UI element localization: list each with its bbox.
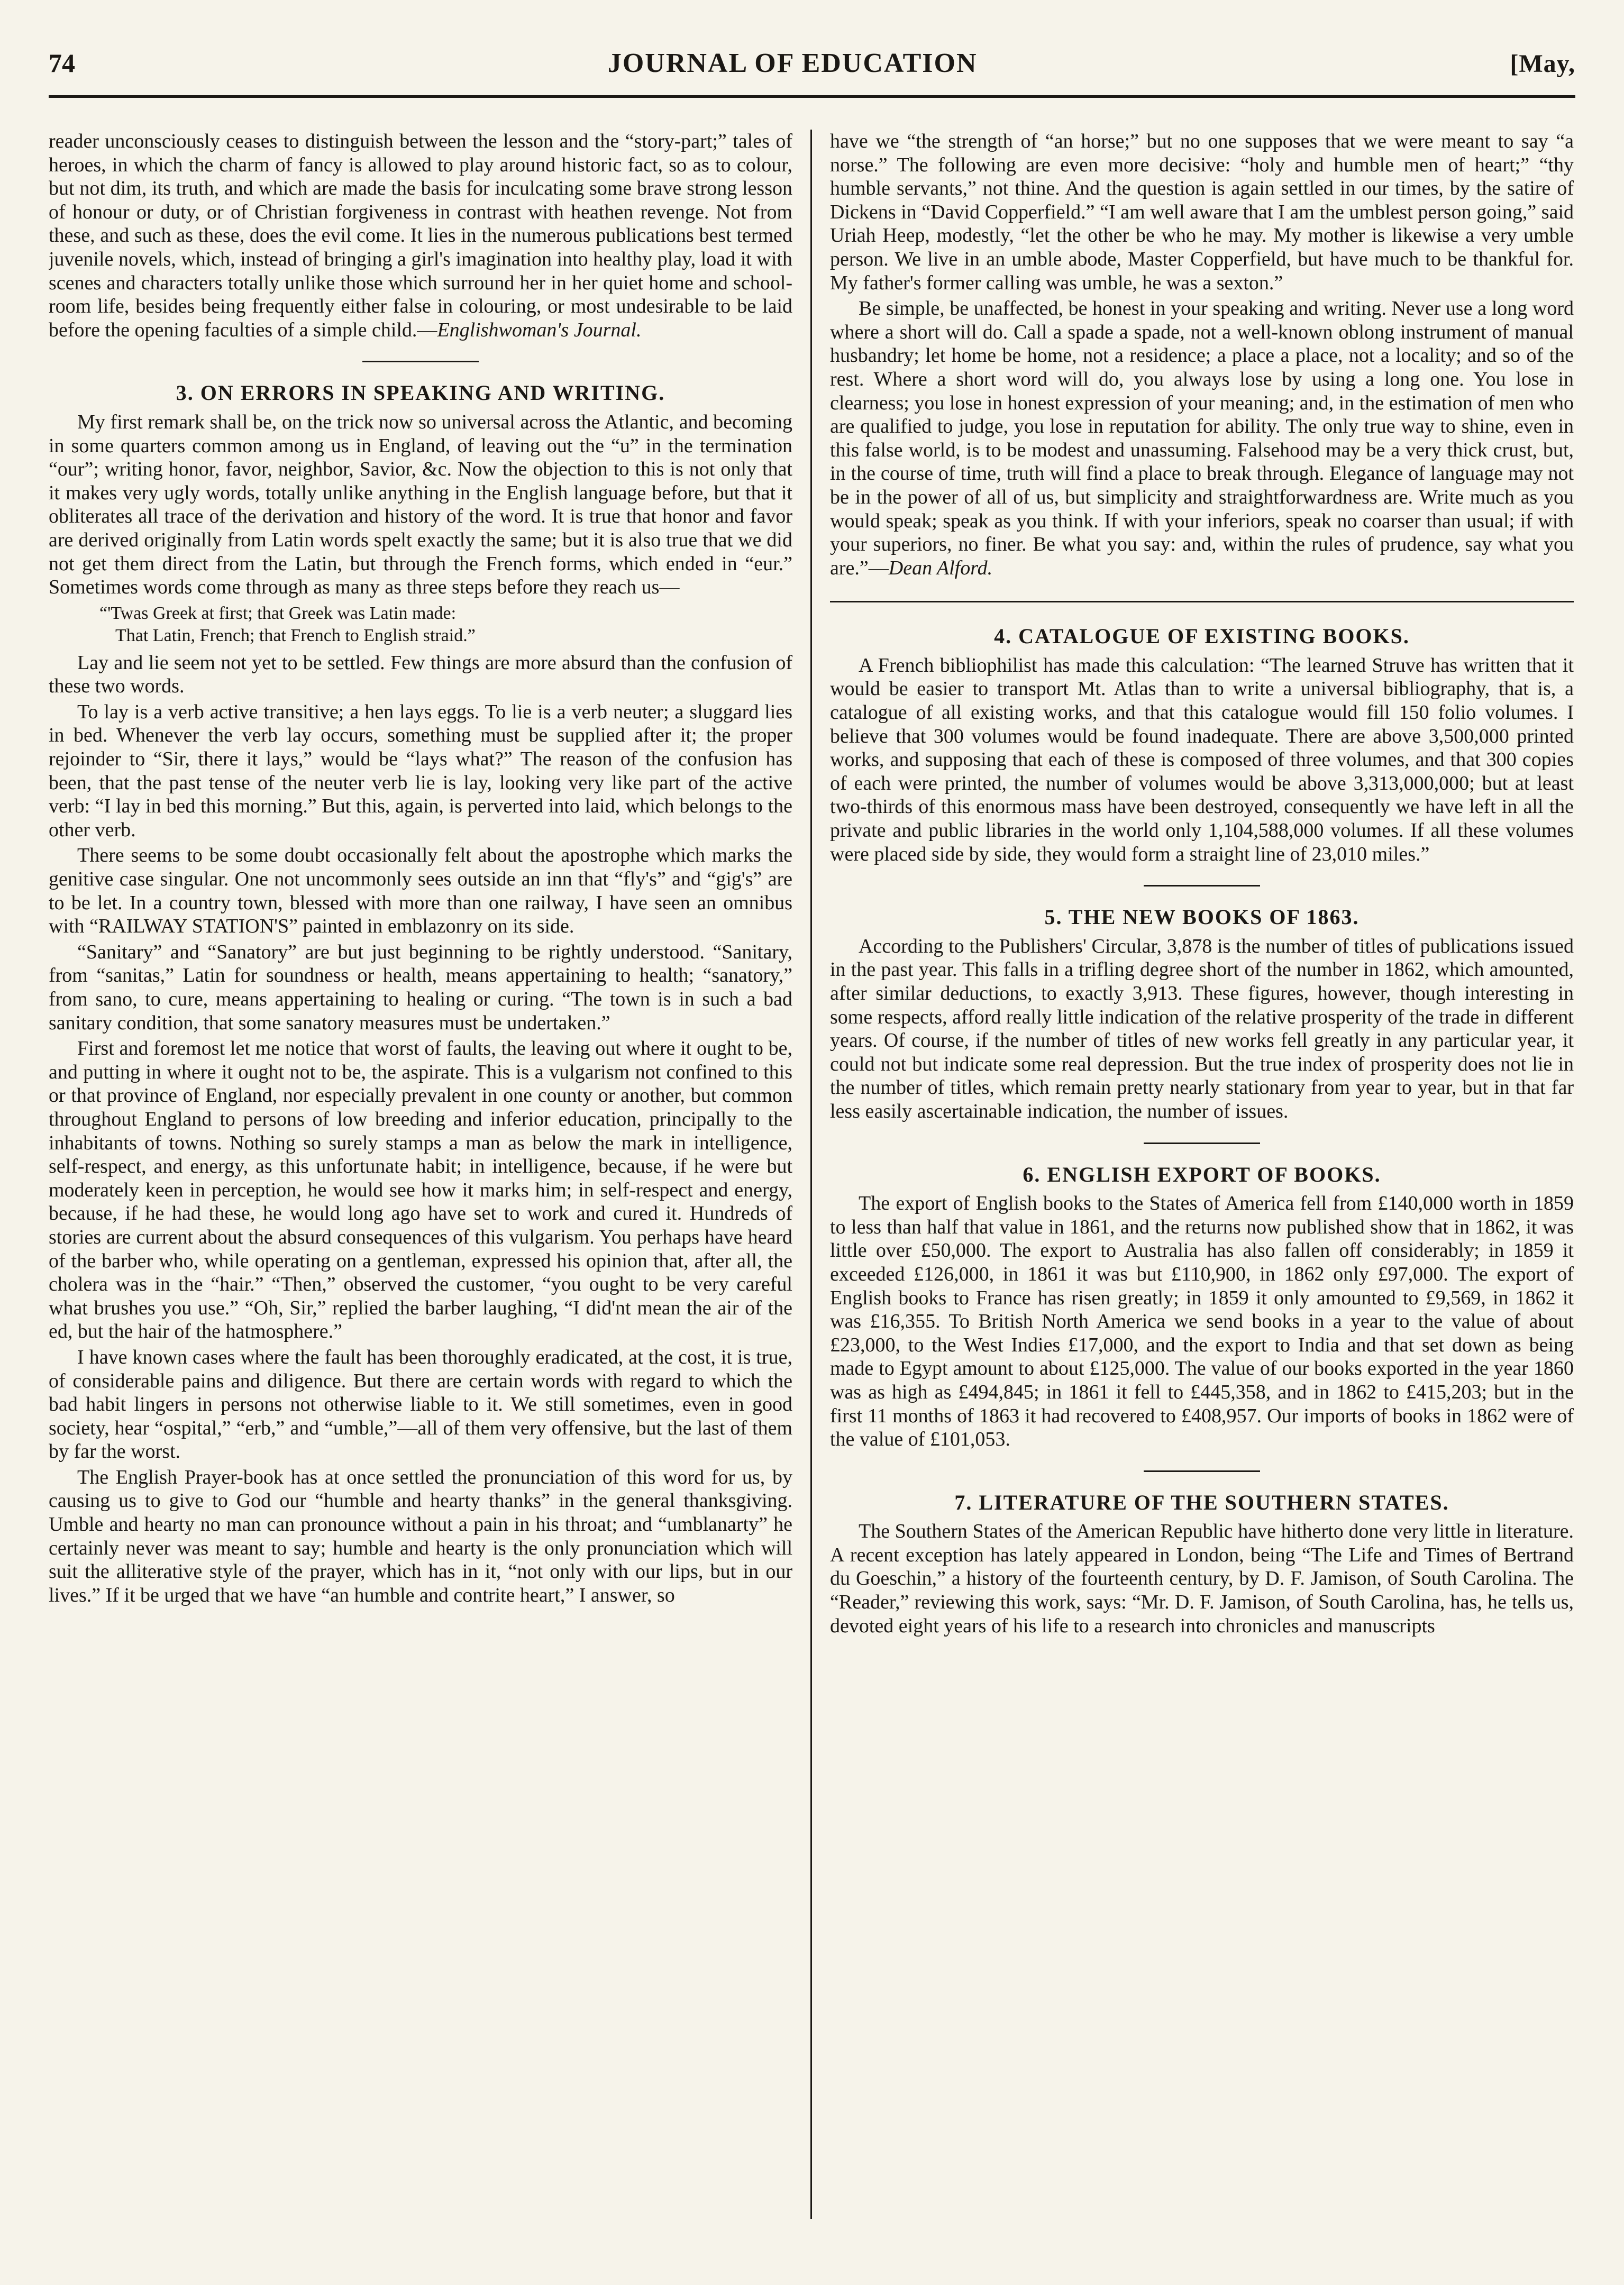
article-paragraph: First and foremost let me notice that worst of faults, the leaving out where it ought to be, and putting in where it ought not to be, the aspirate. This is a vulgarism not confined to this or that province of England, nor especially prevalent in one county or another, but common throughout England to persons of low breeding and inferior education, principally to the inhabitants of towns. Nothing so surely stamps a man as below the mark in intelligence, self-respect, and energy, as this unfortunate habit; in intelligence, because, if he were but moderately keen in perception, he would see how it marks him; in self-respect and energy, because, if he had these, he would long ago have set to work and cured it. Hundreds of stories are current about the absurd consequences of this vulgarism. You perhaps have heard of the barber who, while operating on a gentleman, expressed his opinion that, after all, the cholera was in the “hair.” “Then,” observed the customer, “you ought to be very careful what brushes you use.” “Oh, Sir,” replied the barber laughing, “I did'nt mean the air of the ed, but the hair of the hatmosphere.” [49, 1037, 792, 1343]
article-paragraph [830, 297, 1574, 580]
article-paragraph: To lay is a verb active transitive; a hen lays eggs. To lie is a verb neuter; a sluggard lies in bed. Whenever the verb lay occurs, something must be supplied after it; the proper rejoinder to “Sir, there it lays,” would be “lays what?” The reason of the confusion has been, that the past tense of the neuter verb lie is lay, looking very like part of the active verb: “I lay in bed this morning.” But this, again, is perverted into laid, which belongs to the other verb. [49, 700, 792, 841]
article-title: 3. ON ERRORS IN SPEAKING AND WRITING. [176, 381, 665, 405]
verse-line: “'Twas Greek at first; that Greek was Latin made: [99, 603, 457, 623]
section-divider [1144, 885, 1260, 886]
article-paragraph: “Sanitary” and “Sanatory” are but just beginning to be rightly understood. “Sanitary, from “sanitas,” Latin for soundness or health, means appertaining to health; “sanatory,” from sano, to cure, means appertaining to healing or curing. “The town is in such a bad sanitary condition, that some sanatory measures must be undertaken.” [49, 940, 792, 1034]
page-number: 74 [49, 48, 75, 78]
continuation-source: Dean Alford. [888, 556, 993, 579]
article-paragraph: The export of English books to the States of America fell from £140,000 worth in 1859 to less than half that value in 1861, and the returns now published show that in 1862, it was little over £50,000. The export to Australia has also fallen off considerably; in 1859 it exceeded £126,000, in 1861 it was but £110,900, in 1862 only £97,000. The export of English books to France has risen greatly; in 1859 it only amounted to £9,569, in 1862 it was £16,355. To British North America we send books in a year to the value of about £23,000, to the West Indies £17,000, and the export to India and that set down as being made to Egypt amount to about £125,000. The value of our books exported in the year 1860 was as high as £494,845; in 1861 it fell to £445,358, and in 1862 to £415,203; but in the first 11 months of 1863 it had recovered to £408,957. Our imports of books in 1862 were of the value of £101,053. [830, 1192, 1574, 1451]
article-paragraph: The Southern States of the American Republic have hitherto done very little in literature. A recent exception has lately appeared in London, being “The Life and Times of Bertrand du Goeschin,” a history of the fourteenth century, by D. F. Jamison, of South Carolina. The “Reader,” reviewing this work, says: “Mr. D. F. Jamison, of South Carolina, has, he tells us, devoted eight years of his life to a research into chronicles and manuscripts [830, 1520, 1574, 1637]
article-paragraph: According to the Publishers' Circular, 3,878 is the number of titles of publications issued in the past year. This falls in a trifling degree short of the number in 1862, which amounted, after similar deductions, to exactly 3,913. These figures, however, though interesting in some respects, afford really little indication of the relative prosperity of the trade in different years. Of course, if the number of titles of new works fell greatly in any particular year, it could not but indicate some real depression. But the true index of prosperity does not lie in the number of titles, which remain pretty nearly stationary from year to year, but in that far less easily ascertainable indication, the number of issues. [830, 935, 1574, 1122]
article-title: 4. CATALOGUE OF EXISTING BOOKS. [994, 624, 1410, 648]
continuation-text: Be simple, be unaffected, be honest in your speaking and writing. Never use a long word where a short will do. Call a spade a spade, not a well-known oblong instrument of manual husbandry; let home be home, not a residence; a place a place, not a locality; and so of the rest. Where a short word will do, you always lose by using a long one. You lose in clearness; you lose in honest expression of your meaning; and, in the estimation of men who are qualified to judge, you lose in reputation for ability. The only true way to shine, even in this false world, is to be modest and unassuming. Falsehood may be a very thick crust, but, in the course of time, truth will find a place to break through. Elegance of language may not be in the power of all of us, but simplicity and straightforwardness are. Write much as you would speak; speak as you think. If with your inferiors, speak no coarser than usual; if with your superiors, no finer. Be what you say: and, within the rules of prudence, say what you are.”— [830, 297, 1574, 579]
continuation-paragraph [49, 130, 792, 342]
article-new-books-1863 [830, 906, 1574, 1123]
continuation-source: Englishwoman's Journal. [437, 318, 642, 341]
right-column [812, 130, 1574, 2219]
article-english-export [830, 1163, 1574, 1451]
article-title: 5. THE NEW BOOKS OF 1863. [1044, 905, 1360, 929]
article-paragraph: The English Prayer-book has at once settled the pronunciation of this word for us, by causing us to give to God our “humble and hearty thanks” in the general thanksgiving. Umble and hearty no man can pronounce without a pain in his throat; and “umblanarty” he certainly never was meant to say; humble and hearty is the only pronunciation which will suit the alliterative style of the prayer, which has in it, “not only with our lips, but in our lives.” If it be urged that we have “an humble and contrite heart,” I answer, so [49, 1466, 792, 1606]
section-divider [1144, 1470, 1260, 1472]
section-divider [830, 601, 1574, 602]
verse-line: That Latin, French; that French to English straid.” [115, 625, 476, 645]
left-column [49, 130, 810, 2219]
article-errors-in-speaking [49, 381, 792, 1607]
article-paragraph: A French bibliophilist has made this calculation: “The learned Struve has written that it would be easier to transport Mt. Atlas than to write a universal bibliography, that is, a catalogue of all existing works, and that this catalogue would fill 150 folio volumes. I believe that 300 volumes would be found inadequate. There are above 3,500,000 printed works, and supposing that each of these is composed of three volumes, and that 300 copies of each were printed, the number of volumes would be above 3,313,000,000; but at least two-thirds of this enormous mass have been destroyed, consequently we have left in all the private and public libraries in the world only 1,104,588,000 volumes. If all these volumes were placed side by side, they would form a straight line of 23,010 miles.” [830, 654, 1574, 865]
continuation-paragraph: have we “the strength of “an horse;” but no one supposes that we were meant to say “a norse.” The following are even more decisive: “holy and humble men of heart;” “thy humble servants,” not thine. And the question is again settled in our times, by the satire of Dickens in “David Copperfield.” “I am well aware that I am the umblest person going,” said Uriah Heep, modestly, “let the other be who he may. My mother is likewise a very umble person. We live in an umble abode, Master Copperfield, but have much to be thankful for. My father's former calling was umble, he was a sexton.” [830, 130, 1574, 294]
article-title: 6. ENGLISH EXPORT OF BOOKS. [1023, 1162, 1381, 1186]
section-divider [1144, 1142, 1260, 1144]
continuation-text: reader unconsciously ceases to distinguish between the lesson and the “story-part;” tales of heroes, in which the charm of fancy is allowed to play around historic fact, so as to colour, but not dim, its truth, and which are made the basis for inculcating some brave strong lesson of honour or duty, or of Christian forgiveness in contrast with heathen revenge. Not from these, and such as these, does the evil come. It lies in the numerous publications best termed juvenile novels, which, instead of bringing a girl's imagination into healthy play, load it with scenes and characters totally unlike those which surround her in her quiet home and school-room life, besides being frequently either false in colouring, or most undesirable to be laid before the opening faculties of a simple child.— [49, 130, 792, 341]
article-paragraph: I have known cases where the fault has been thoroughly eradicated, at the cost, it is true, of considerable pains and diligence. But there are certain words with regard to which the bad habit lingers in persons not otherwise liable to it. We still sometimes, even in good society, hear “ospital,” “erb,” and “umble,”—all of them very offensive, but the last of them by far the worst. [49, 1346, 792, 1463]
verse-quotation [49, 602, 792, 647]
article-title: 7. LITERATURE OF THE SOUTHERN STATES. [954, 1490, 1449, 1514]
article-paragraph: My first remark shall be, on the trick now so universal across the Atlantic, and becoming in some quarters common among us in England, of leaving out the “u” in the termination “our”; writing honor, favor, neighbor, Savior, &c. Now the objection to this is not only that it makes very ugly words, totally unlike anything in the English language before, but that it obliterates all trace of the derivation and history of the word. It is true that honor and favor are derived originally from Latin words spelt exactly the same; but it is also true that we did not get them direct from the Latin, but through the French forms, which ended in “eur.” Sometimes words come through as many as three steps before they reach us— [49, 410, 792, 599]
two-column-body [49, 130, 1575, 2219]
running-head [49, 48, 1575, 90]
section-divider [362, 361, 479, 362]
header-rule [49, 95, 1575, 98]
article-paragraph: There seems to be some doubt occasionally felt about the apostrophe which marks the genitive case singular. One not uncommonly sees outside an inn that “fly's” and “gig's” are to be let. In a country town, blessed with more than one railway, I have seen an omnibus with “RAILWAY STATION'S” painted in emblazonry on its side. [49, 844, 792, 938]
article-southern-literature [830, 1491, 1574, 1638]
article-catalogue-of-books [830, 625, 1574, 866]
issue-month: [May, [1510, 50, 1575, 78]
article-paragraph: Lay and lie seem not yet to be settled. Few things are more absurd than the confusion of these two words. [49, 651, 792, 698]
journal-title: JOURNAL OF EDUCATION [607, 48, 978, 78]
